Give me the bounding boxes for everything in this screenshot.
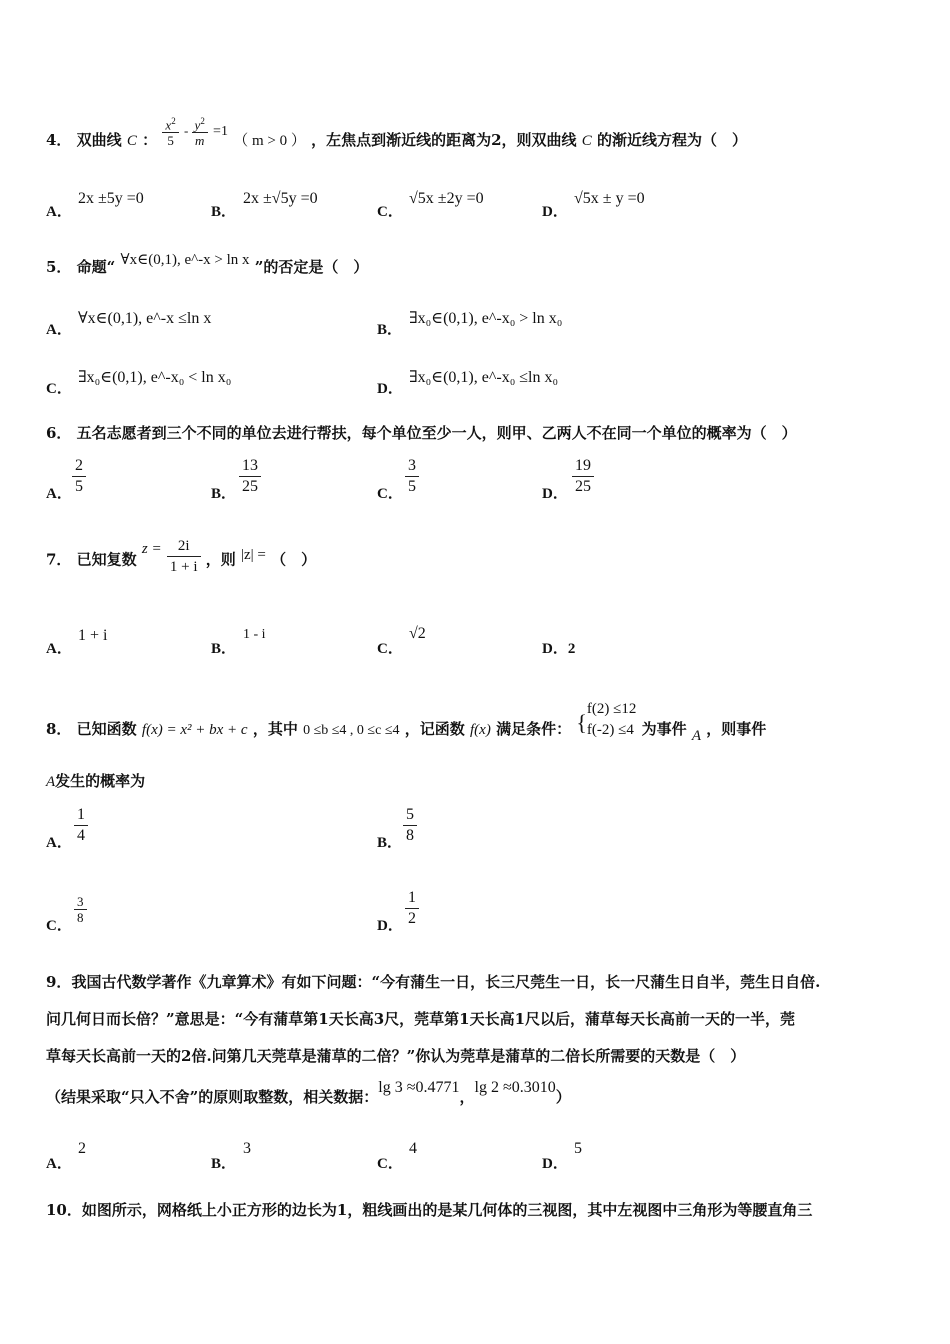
option-a[interactable]: A． $\frac{2}{5}$ xyxy=(46,456,72,477)
option-c[interactable]: C． 4 xyxy=(377,1140,417,1172)
fraction: $\frac{1}{2}$ xyxy=(405,888,419,929)
question-text: 如图所示，网格纸上小正方形的边长为1，粗线画出的是某几何体的三视图，其中左视图中三角形为等腰直角三 xyxy=(81,1201,813,1219)
option-b[interactable]: B． 1 - i xyxy=(211,627,266,657)
question-9-line-4: （结果采取“只入不舍”的原则取整数，相关数据：lg 3 ≈0.4771，lg 2 ≈0.3010） xyxy=(46,1079,571,1106)
option-expr: 2x ±√5y =0 xyxy=(243,190,318,207)
question-8: 8． 已知函数 f(x) = x² + bx + c ，其中 0 ≤b ≤4 , 0 ≤c ≤4 ，记函数 f(x) 满足条件： { f(2) ≤12 f(-2) ≤4 为事件 A ，则事件 xyxy=(46,701,767,744)
option-a[interactable]: A． 2x ±5y =0 xyxy=(46,190,144,220)
fraction: $\frac{2}{5}$ xyxy=(72,456,86,497)
question-number: 10． xyxy=(46,1201,82,1219)
option-expr: √2 xyxy=(409,625,426,642)
condition: （ m > 0 ） xyxy=(233,133,306,150)
option-c[interactable]: C． $\frac{3}{8}$ xyxy=(46,894,72,915)
option-a[interactable]: A． 2 xyxy=(46,1140,86,1172)
option-d[interactable]: D． 5 xyxy=(542,1140,582,1172)
modulus: |z| = xyxy=(241,546,266,563)
hyperbola-equation: $\frac{x^2}{5}$ - $\frac{y^2}{m}$ =1 xyxy=(162,114,228,148)
option-d[interactable]: D．2 xyxy=(542,641,576,657)
option-expr: √5x ± y =0 xyxy=(574,190,645,207)
option-c[interactable]: C． ∃x₀∈(0,1), e^-x₀ < ln x₀ xyxy=(46,369,232,397)
option-expr: 1 - i xyxy=(243,627,266,642)
question-number: 9． xyxy=(46,973,72,991)
option-a[interactable]: A． $\frac{1}{4}$ xyxy=(46,805,72,826)
option-expr: ∃x₀∈(0,1), e^-x₀ ≤ln x₀ xyxy=(409,369,559,386)
function-def: f(x) = x² + bx + c xyxy=(141,722,248,738)
option-b[interactable]: B． ∃x₀∈(0,1), e^-x₀ > ln x₀ xyxy=(377,310,563,338)
proposition: ∀x∈(0,1), e^-x > ln x xyxy=(120,252,250,268)
question-8-line-2: A发生的概率为 xyxy=(46,772,146,790)
question-number: 8． xyxy=(46,720,72,738)
option-expr: 2x ±5y =0 xyxy=(78,190,144,207)
question-6 xyxy=(46,422,797,443)
question-number: 7． xyxy=(46,550,72,569)
option-expr: 1 + i xyxy=(78,627,108,644)
option-a[interactable]: A． ∀x∈(0,1), e^-x ≤ln x xyxy=(46,310,212,338)
question-9-line-1: 9．我国古代数学著作《九章算术》有如下问题：“今有蒲生一日，长三尺莞生一日，长一尺蒲生日自半，莞生日自倍. xyxy=(46,973,821,991)
fraction: $\frac{1}{4}$ xyxy=(74,805,88,846)
option-c[interactable]: C． √2 xyxy=(377,625,426,657)
question-text: 五名志愿者到三个不同的单位去进行帮扶，每个单位至少一人，则甲、乙两人不在同一个单位的概率为（ ） xyxy=(76,424,797,442)
question-4: 4． 双曲线 C ： $\frac{x^2}{5}$ - $\frac{y^2}{m}$ =1 （ m > 0 ） ，左焦点到渐近线的距离为2，则双曲线 C 的渐近线方程为（ ） xyxy=(46,116,748,150)
question-9-line-3: 草每天长高前一天的2倍.问第几天莞草是蒲草的二倍？”你认为莞草是蒲草的二倍长所需要的天数是（ ） xyxy=(46,1047,746,1065)
option-expr: 5 xyxy=(574,1140,582,1157)
option-b[interactable]: B． $\frac{5}{8}$ xyxy=(377,805,402,826)
option-d[interactable]: D． √5x ± y =0 xyxy=(542,190,645,220)
fraction: $\frac{3}{5}$ xyxy=(405,456,419,497)
option-d[interactable]: D． $\frac{1}{2}$ xyxy=(377,888,403,909)
option-expr: √5x ±2y =0 xyxy=(409,190,484,207)
option-c[interactable]: C． $\frac{3}{5}$ xyxy=(377,456,403,477)
question-9 xyxy=(46,964,906,1116)
condition-system: f(2) ≤12 f(-2) ≤4 xyxy=(586,701,637,738)
question-7: 7． 已知复数 z = $\frac{2i}{1 + i}$ ，则 |z| = （ ） xyxy=(46,538,317,575)
option-expr: 2 xyxy=(567,641,576,657)
question-number: 5． xyxy=(46,258,72,276)
option-expr: 3 xyxy=(243,1140,251,1157)
option-c[interactable]: C． √5x ±2y =0 xyxy=(377,190,484,220)
option-b[interactable]: B． 3 xyxy=(211,1140,251,1172)
question-9-line-2: 问几何日而长倍？”意思是：“今有蒲草第1天长高3尺，莞草第1天长高1尺以后，蒲草每天长高前一天的一半，莞 xyxy=(46,1010,796,1028)
option-b[interactable]: B． $\frac{13}{25}$ xyxy=(211,456,236,477)
option-expr: 2 xyxy=(78,1140,86,1157)
question-5: 5． 命题“ ∀x∈(0,1), e^-x > ln x ”的否定是（ ） xyxy=(46,252,369,276)
question-text: 双曲线 xyxy=(76,131,122,150)
option-expr: ∀x∈(0,1), e^-x ≤ln x xyxy=(78,310,212,327)
question-number: 4． xyxy=(46,131,72,150)
option-d[interactable]: D． $\frac{19}{25}$ xyxy=(542,456,568,477)
fraction: $\frac{13}{25}$ xyxy=(239,456,261,497)
option-d[interactable]: D． ∃x₀∈(0,1), e^-x₀ ≤ln x₀ xyxy=(377,369,559,397)
fraction: $\frac{5}{8}$ xyxy=(403,805,417,846)
fraction: $\frac{19}{25}$ xyxy=(572,456,594,497)
option-expr: 4 xyxy=(409,1140,417,1157)
parameter-range: 0 ≤b ≤4 , 0 ≤c ≤4 xyxy=(303,723,400,738)
option-expr: ∃x₀∈(0,1), e^-x₀ > ln x₀ xyxy=(409,310,563,327)
question-number: 6． xyxy=(46,424,72,442)
math-var: C xyxy=(126,133,137,150)
question-10 xyxy=(46,1199,812,1220)
option-expr: ∃x₀∈(0,1), e^-x₀ < ln x₀ xyxy=(78,369,232,386)
option-b[interactable]: B． 2x ±√5y =0 xyxy=(211,190,318,220)
fraction: $\frac{3}{8}$ xyxy=(74,894,87,925)
fraction: $\frac{2i}{1 + i}$ xyxy=(167,536,201,577)
option-a[interactable]: A． 1 + i xyxy=(46,627,108,657)
